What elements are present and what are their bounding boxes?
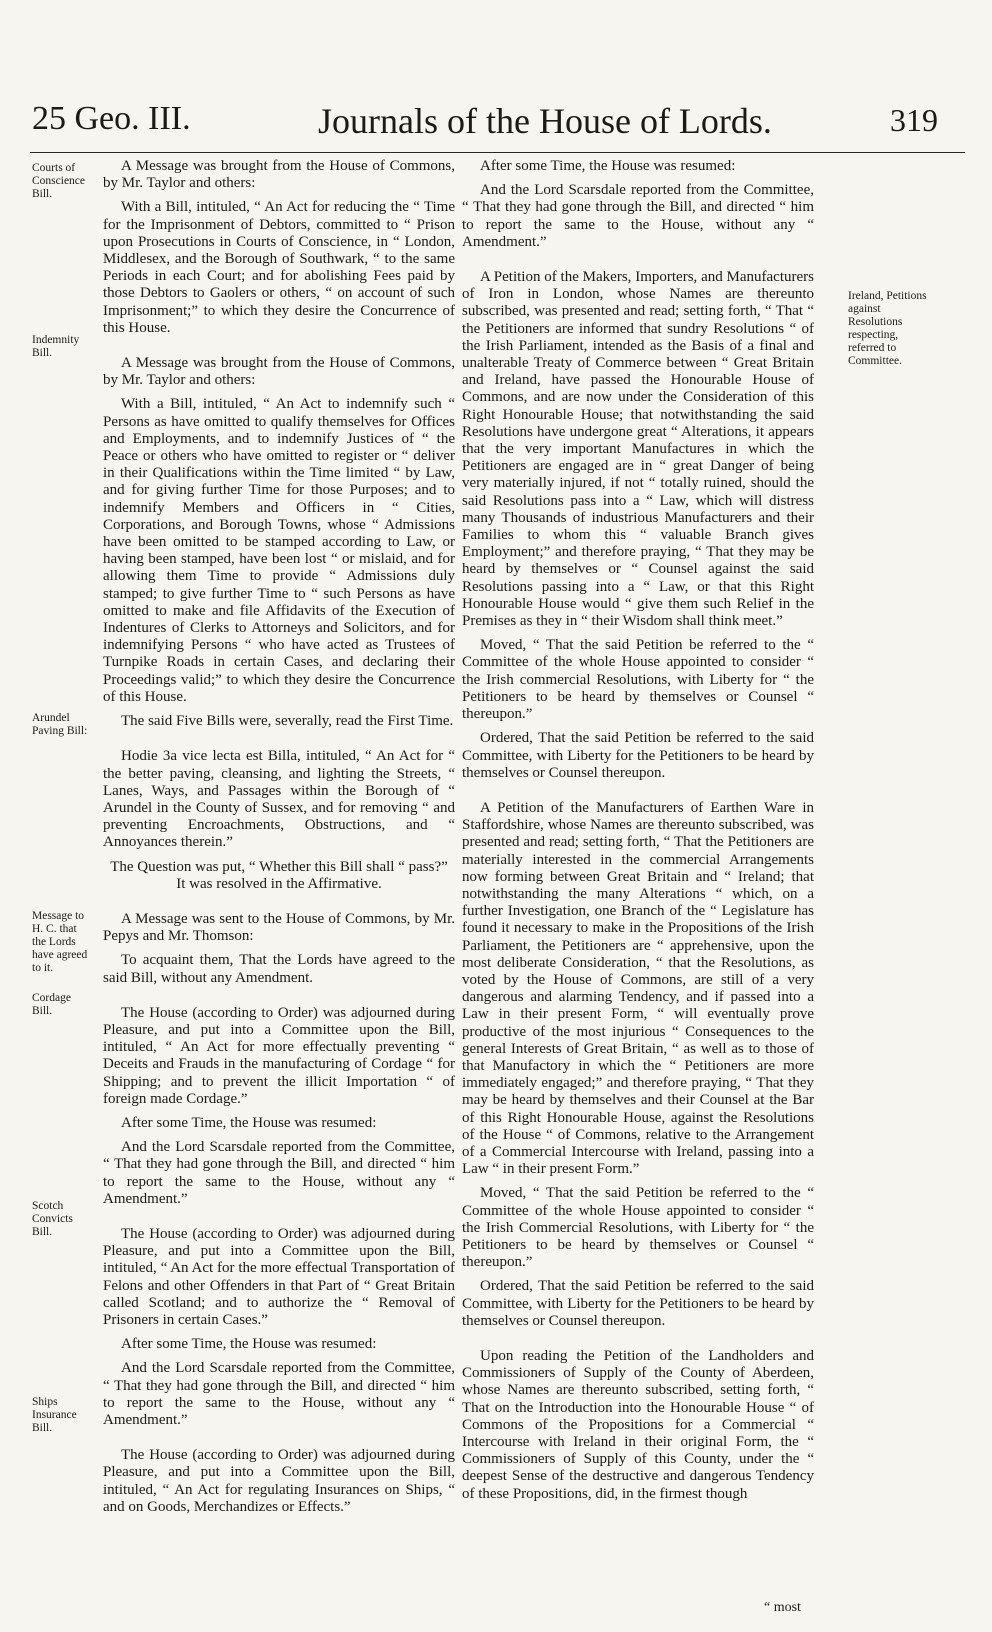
paragraph: The House (according to Order) was adjourned during Pleasure, and put into a Committee upon the Bill, intituled, “ An Act for more effectually preventing “ Deceits and Frauds in the manufacturing of Cordage “ for Shipping; and to prevent the illicit Importation “ of foreign made Cordage.” bbox=[103, 1004, 455, 1107]
paragraph: After some Time, the House was resumed: bbox=[121, 1114, 377, 1131]
margin-note-ireland: Ireland, Petitions against Resolutions respecting, referred to Committee. bbox=[848, 290, 927, 367]
paragraph: And the Lord Scarsdale reported from the Committee, “ That they had gone through the Bill, and directed “ him to report the same to the House, without any “ Amendment.” bbox=[103, 1139, 455, 1207]
catchword: “ most bbox=[764, 1600, 801, 1615]
paragraph: Hodie 3a vice lecta est Billa, intituled, “ An Act for “ the better paving, cleansing, and lighting the Streets, “ Lanes, Ways, and Passages within the Borough of “ Arundel in the County of Sussex, and for removing “ and preventing Encroachments, Obstructions, and “ Annoyances therein.” bbox=[103, 748, 455, 851]
paragraph: Ordered, That the said Petition be referred to the said Committee, with Liberty for the Petitioners to be heard by themselves or Counsel thereupon. bbox=[462, 1278, 814, 1329]
paragraph: Upon reading the Petition of the Landholders and Commissioners of Supply of the County of Aberdeen, whose Names are thereunto subscribed, setting forth, “ That on the Introduction into the Honourable House “ of Commons of the Propositions for a Commercial “ Intercourse with Ireland in their original Form, the “ Commissioners of Supply of this County, under the “ deepest Sense of the destructive and dangerous Tendency of these Propositions, did, in the firmest though bbox=[462, 1348, 814, 1502]
margin-note-cordage: Cordage Bill. bbox=[32, 992, 71, 1017]
paragraph: A Message was sent to the House of Commons, by Mr. Pepys and Mr. Thomson: bbox=[103, 910, 455, 945]
paragraph: With a Bill, intituled, “ An Act to indemnify such “ Persons as have omitted to qualify themselves for Offices and Employments, and to indemnify Justices of “ the Peace or others who have omitted to register or “ deliver in their Qualifications within the Time limited “ by Law, and for giving further Time for those Purposes; and to indemnify Members and Officers in “ Cities, Corporations, and Borough Towns, whose “ Admissions have been omitted to be stamped according to Law, or having been stamped, have been lost “ or mislaid, and for allowing them Time to provide “ Admissions duly stamped; to give further Time to “ such Persons as have omitted to make and file Affidavits of the Execution of Indentures of Clerks to Attorneys and Solicitors, and for indemnifying Persons “ who have acted as Trustees of Turnpike Roads in certain Cases, and declaring their Proceedings valid;” to which they desire the Concurrence of this House. bbox=[103, 396, 455, 705]
regnal-year: 25 Geo. III. bbox=[32, 100, 191, 137]
paragraph: A Message was brought from the House of Commons, by Mr. Taylor and others: bbox=[103, 355, 455, 389]
paragraph: It was resolved in the Affirmative. bbox=[176, 875, 382, 892]
paragraph: To acquaint them, That the Lords have agreed to the said Bill, without any Amendment. bbox=[103, 952, 455, 986]
paragraph: And the Lord Scarsdale reported from the Committee, “ That they had gone through the Bill, and directed “ him to report the same to the House, without any “ Amendment.” bbox=[103, 1360, 455, 1428]
paragraph: The Question was put, “ Whether this Bill shall “ pass?” bbox=[110, 858, 448, 875]
paragraph: Ordered, That the said Petition be referred to the said Committee, with Liberty for the Petitioners to be heard by themselves or Counsel thereupon. bbox=[462, 730, 814, 781]
paragraph: The said Five Bills were, severally, read the First Time. bbox=[121, 713, 454, 730]
page-number: 319 bbox=[890, 102, 938, 138]
paragraph: A Petition of the Manufacturers of Earthen Ware in Staffordshire, whose Names are thereunto subscribed, was presented and read; setting forth, “ That the Petitioners are materially interested in the commercial Arrangements now forming between Great Britain and “ Ireland; that notwithstanding the many Alterations “ which, on a further Investigation, one Branch of the “ Legislature has found it necessary to make in the Propositions of the Irish Parliament, the Petitioners are “ apprehensive, upon the most deliberate Consideration, “ that the Resolutions, as voted by the House of Commons, are still of a very dangerous and alarming Tendency, and if passed into a Law in their present Form, “ will eventually prove productive of the most injurious “ Consequences to the general Interests of Great Britain, “ as well as to those of that Manufactory in which the “ Petitioners are more immediately engaged;” and therefore praying, “ That they may be heard by themselves and their Counsel at the Bar of this Right Honourable House, against the Resolutions of the House “ of Commons, relative to the Arrangement of a Commercial Intercourse with Ireland, passing into a Law “ in their present Form.” bbox=[462, 799, 814, 1178]
paragraph: A Petition of the Makers, Importers, and Manufacturers of Iron in London, whose Names are thereunto subscribed, was presented and read; setting forth, “ That “ the Petitioners are informed that sundry Resolutions “ of the Irish Parliament, intended as the Basis of a final and unalterable Treaty of Commerce between “ Great Britain and Ireland, have passed the Honourable House of Commons, and are now under the Consideration of this Right Honourable House; that notwithstanding the said Resolutions have undergone great “ Alterations, it appears that the very important Manufactures in which the Petitioners are engaged are in “ great Danger of being very materially injured, if not “ totally ruined, should the said Resolutions pass into a “ Law, which will distress many Thousands of industrious Manufacturers and their Families to whom this “ valuable Branch gives Employment;” and therefore praying, “ That they may be heard by themselves or “ Counsel against the said Resolutions passing into a “ Law, or that this Right Honourable House would “ give them such Relief in the Premises as they in “ their Wisdom shall think meet.” bbox=[462, 269, 814, 630]
paragraph: The House (according to Order) was adjourned during Pleasure, and put into a Committee upon the Bill, intituled, “ An Act for regulating Insurances on Ships, “ and on Goods, Merchandizes or Effects.” bbox=[103, 1447, 455, 1515]
margin-note-message: Message to H. C. that the Lords have agreed to it. bbox=[32, 910, 88, 974]
left-column bbox=[103, 158, 455, 1523]
margin-note-arundel: Arundel Paving Bill: bbox=[32, 712, 88, 737]
right-column bbox=[462, 158, 814, 1510]
paragraph: After some Time, the House was resumed: bbox=[480, 158, 736, 174]
paragraph: And the Lord Scarsdale reported from the Committee, “ That they had gone through the Bill, and directed “ him to report the same to the House, without any “ Amendment.” bbox=[462, 182, 814, 250]
header-rule bbox=[30, 152, 965, 153]
margin-note-courts: Courts of Conscience Bill. bbox=[32, 162, 86, 200]
paragraph: Moved, “ That the said Petition be referred to the “ Committee of the whole House appointed to consider “ the Irish Commercial Resolutions, with Liberty for “ the Petitioners to be heard by themselves or Counsel “ thereupon.” bbox=[462, 1185, 814, 1271]
margin-note-scotch: Scotch Convicts Bill. bbox=[32, 1200, 73, 1238]
paragraph: After some Time, the House was resumed: bbox=[121, 1336, 377, 1353]
margin-note-indemnity: Indemnity Bill. bbox=[32, 334, 80, 359]
paragraph: A Message was brought from the House of Commons, by Mr. Taylor and others: bbox=[103, 158, 455, 192]
paragraph: Moved, “ That the said Petition be referred to the “ Committee of the whole House appointed to consider “ the Irish commercial Resolutions, with Liberty for “ the Petitioners to be heard by themselves or Counsel “ thereupon.” bbox=[462, 637, 814, 723]
running-header bbox=[0, 100, 992, 152]
margin-note-ships: Ships Insurance Bill. bbox=[32, 1396, 77, 1434]
paragraph: The House (according to Order) was adjourned during Pleasure, and put into a Committee upon the Bill, intituled, “ An Act for the more effectual Transportation of Felons and other Offenders in that Part of “ Great Britain called Scotland; and to authorize the “ Removal of Prisoners in certain Cases.” bbox=[103, 1225, 455, 1328]
paragraph: With a Bill, intituled, “ An Act for reducing the “ Time for the Imprisonment of Debtors, committed to “ Prison upon Prosecutions in Courts of Conscience, in “ London, Middlesex, and the Borough of Southwark, “ to the same Periods in each Court; and for abolishing Fees paid by those Debtors to Gaolers or others, “ on account of such Imprisonment;” to which they desire the Concurrence of this House. bbox=[103, 199, 455, 336]
journal-title: Journals of the House of Lords. bbox=[318, 101, 772, 141]
